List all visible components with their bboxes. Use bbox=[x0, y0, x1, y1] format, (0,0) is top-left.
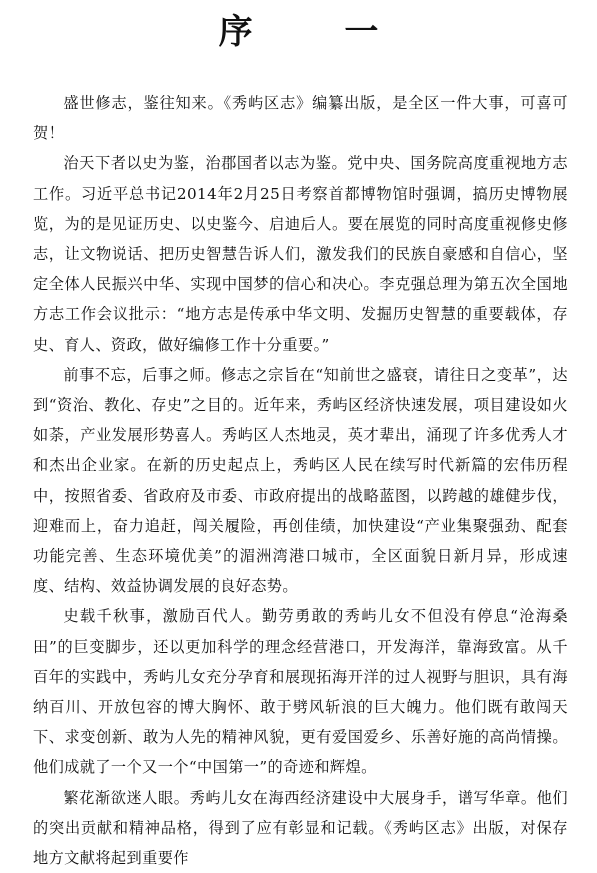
paragraph-2: 治天下者以史为鉴，治郡国者以志为鉴。党中央、国务院高度重视地方志工作。习近平总书记2014年2月25日考察首都博物馆时强调，搞历史博物展览，为的是见证历史、以史鉴今、启迪后人。要在展览的同时高度重视修史修志，让文物说话、把历史智慧告诉人们，激发我们的民族自豪感和自信心，坚定全体人民振兴中华、实现中国梦的信心和决心。李克强总理为第五次全国地方志工作会议批示：“地方志是传承中华文明、发掘历史智慧的重要载体，存史、育人、资政，做好编修工作十分重要。” bbox=[33, 154, 568, 354]
paragraph-4: 史载千秋事，激励百代人。勤劳勇敢的秀屿儿女不但没有停息“沧海桑田”的巨变脚步，还以更加科学的理念经营港口，开发海洋，靠海致富。从千百年的实践中，秀屿儿女充分孕育和展现拓海开洋的过人视野与胆识，具有海纳百川、开放包容的博大胸怀、敢于劈风斩浪的巨大魄力。他们既有敢闯天下、求变创新、敢为人先的精神风貌，更有爱国爱乡、乐善好施的高尚情操。他们成就了一个又一个“中国第一”的奇迹和辉煌。 bbox=[33, 607, 568, 777]
paragraph-5: 繁花渐欲迷人眼。秀屿儿女在海西经济建设中大展身手，谱写华章。他们的突出贡献和精神品格，得到了应有彰显和记载。《秀屿区志》出版，对保存地方文献将起到重要作 bbox=[33, 788, 568, 868]
page-title: 序 一 bbox=[218, 12, 419, 52]
paragraph-3: 前事不忘，后事之师。修志之宗旨在“知前世之盛衰，请往日之变革”，达到“资治、教化、存史”之目的。近年来，秀屿区经济快速发展，项目建设如火如荼，产业发展形势喜人。秀屿区人杰地灵，英才辈出，涌现了许多优秀人才和杰出企业家。在新的历史起点上，秀屿区人民在续写时代新篇的宏伟历程中，按照省委、省政府及市委、市政府提出的战略蓝图，以跨越的雄健步伐，迎难而上，奋力追赶，闯关履险，再创佳绩，加快建设“产业集聚强劲、配套功能完善、生态环境优美”的湄洲湾港口城市，全区面貌日新月异，形成速度、结构、效益协调发展的良好态势。 bbox=[33, 365, 568, 596]
paragraph-1: 盛世修志，鉴往知来。《秀屿区志》编纂出版，是全区一件大事，可喜可贺！ bbox=[33, 94, 568, 143]
document-body bbox=[33, 88, 568, 873]
